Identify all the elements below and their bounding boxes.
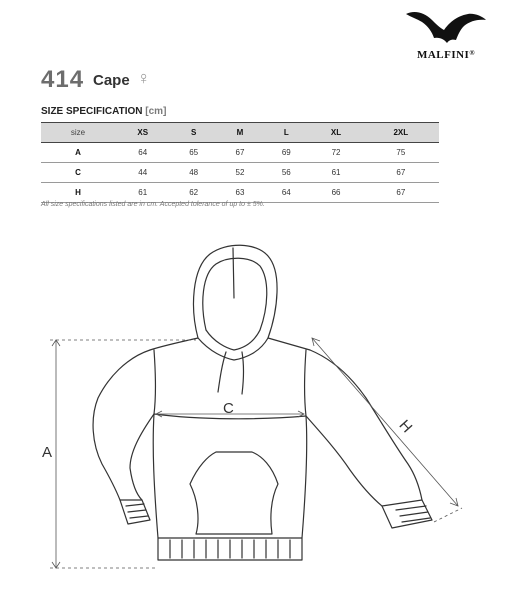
size-col-m: M [236, 128, 244, 137]
table-cell: 67 [396, 188, 406, 197]
brand-logo [398, 8, 494, 64]
row-label: A [75, 148, 81, 157]
table-cell: 72 [331, 148, 341, 157]
brand-name: MALFINI [416, 49, 470, 61]
size-table [41, 122, 439, 203]
gender-symbol: ♀ [137, 68, 151, 88]
table-cell: 52 [235, 168, 245, 177]
size-corner: size [70, 128, 86, 137]
dimension-label-h: H [395, 416, 416, 437]
size-col-xl: XL [330, 128, 342, 137]
eagle-icon [404, 8, 488, 48]
product-name: Cape [93, 72, 130, 89]
size-col-s: S [190, 128, 197, 137]
table-cell: 69 [281, 148, 291, 157]
row-label: C [75, 168, 81, 177]
spec-title [41, 106, 166, 117]
size-col-xs: XS [137, 128, 149, 137]
table-cell: 75 [396, 148, 406, 157]
table-cell: 67 [396, 168, 406, 177]
dimension-label-a: A [42, 444, 53, 461]
row-label: H [75, 188, 81, 197]
table-cell: 44 [138, 168, 148, 177]
table-cell: 62 [189, 188, 199, 197]
table-cell: 61 [138, 188, 148, 197]
spec-title-text: SIZE SPECIFICATION [41, 106, 143, 117]
size-header-row [41, 123, 439, 143]
table-cell: 64 [281, 188, 291, 197]
table-cell: 67 [235, 148, 245, 157]
registered-mark: ® [469, 49, 476, 57]
spec-unit: [cm] [145, 106, 167, 117]
dimension-label-c: C [223, 400, 234, 417]
table-cell: 66 [331, 188, 341, 197]
product-code: 414 [41, 66, 85, 93]
table-cell: 64 [138, 148, 148, 157]
table-row [41, 143, 439, 163]
table-cell: 48 [189, 168, 199, 177]
tolerance-note: All size specifications listed are in cm. Accepted tolerance of up to ± 5%. [41, 201, 265, 208]
size-col-2xl: 2XL [393, 128, 409, 137]
size-col-l: L [283, 128, 289, 137]
table-row [41, 163, 439, 183]
table-cell: 63 [235, 188, 245, 197]
table-cell: 65 [189, 148, 199, 157]
table-row [41, 183, 439, 203]
hoodie-icon [30, 238, 480, 583]
table-cell: 56 [281, 168, 291, 177]
table-cell: 61 [331, 168, 341, 177]
